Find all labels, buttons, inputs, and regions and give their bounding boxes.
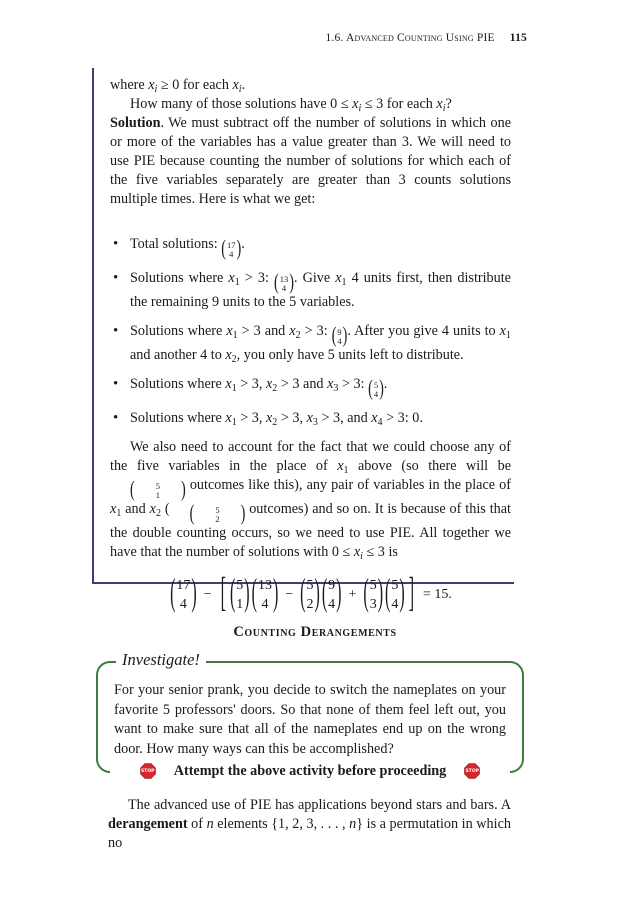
binomial: ( 5 1 )	[130, 477, 186, 503]
example-block	[92, 68, 514, 616]
binomial: ( 13 4 )	[273, 270, 294, 296]
investigate-title: Investigate!	[116, 650, 206, 670]
formula-binomial: ( 5 1 )	[229, 573, 250, 615]
formula-binomial: ( 17 4 )	[170, 573, 197, 615]
investigate-box	[96, 650, 524, 773]
bullet-x1-x2-x3: • Solutions where $x_1 > 3$, $x_2 > 3$ and $x_3 > 3$: ( 5 4 ) .	[110, 375, 511, 399]
question-line: How many of those solutions have $0 \le x_i \le 3$ for each $x_i$?	[130, 96, 452, 114]
binomial: ( 17 4 )	[221, 236, 242, 262]
constraint-line: where $x_i \ge 0$ for each $x_i$.	[110, 77, 246, 95]
bullet-x1-x2: • Solutions where $x_1 > 3$ and $x_2 > 3$: ( 9 4 ) . After you give 4 units to $x_1$ and another 4 to $x_2$, you only have 5 units left to distribute.	[110, 322, 511, 365]
bullet-total: • Total solutions: ( 17 4 ) .	[110, 235, 511, 259]
bullet-x1-x4: • Solutions where $x_1 > 3$, $x_2 > 3$, $x_3 > 3$, and $x_4 > 3$: 0.	[110, 409, 511, 428]
running-header	[325, 32, 527, 44]
binomial: ( 5 2 )	[189, 501, 246, 527]
derangement-term: derangement	[108, 816, 188, 832]
attempt-text: Attempt the above activity before proceeding	[173, 762, 447, 779]
derangement-paragraph: The advanced use of PIE has applications beyond stars and bars. A derangement of n elements {1, 2, 3, . . . , n} is a permutation in which no	[108, 797, 511, 851]
binomial: ( 5 4 )	[368, 376, 384, 402]
formula-binomial: ( 5 4 )	[385, 573, 405, 615]
formula-binomial: ( 9 4 )	[321, 573, 342, 615]
stop-sign-icon: STOP	[140, 763, 156, 779]
formula-binomial: ( 5 3 )	[363, 573, 384, 615]
solution-bullets	[110, 235, 511, 428]
formula-binomial: ( 13 4 )	[251, 573, 279, 615]
formula-binomial: ( 5 2 )	[300, 573, 320, 615]
section-title: Counting Derangements	[233, 624, 397, 640]
header-section: 1.6. Advanced Counting Using PIE	[325, 32, 495, 44]
attempt-bar	[110, 758, 510, 784]
pie-explanation: We also need to account for the fact that we could choose any of the five variables in the place of $x_1$ above (so there will be ( 5 1 ) outcomes like this), any pair of variables in the place of $x_1$ and $x_2$ ( ( 5 2 ) outcomes) and so on. It is because of this that the double counting occurs, so we need to use PIE. All together we have that the number of solutions with $0 \le x_i \le 3$ is	[110, 439, 512, 562]
stop-sign-icon: STOP	[464, 763, 480, 779]
formula-result: = 15.	[423, 587, 452, 602]
binomial: ( 9 4 )	[331, 323, 348, 349]
solution-label: Solution	[110, 115, 161, 131]
bullet-x1: • Solutions where $x_1 > 3$: ( 13 4 ) . Give $x_1$ 4 units first, then distribute the remaining 9 units to the 5 variables.	[110, 269, 511, 312]
pie-formula: ( 17 4 ) − [ ( 5 1 ) ( 13 4 ) − ( 5 2 ) ( 9 4 ) + ( 5 3 ) ( 5 4 ) ] = 15.	[170, 571, 452, 616]
investigate-body: For your senior prank, you decide to switch the nameplates on your favorite 5 professors' doors. So that none of them feel left out, you want to make sure that all of the nameplates end up on the wrong door. How many ways can this be accomplished?	[114, 682, 506, 757]
solution-paragraph: Solution. We must subtract off the number of solutions in which one or more of the variables has a value greater than 3. We will need to use PIE because counting the number of solutions for which each of the five variables separately are greater than 3 counts solutions multiple times. Here is what we get:	[110, 115, 511, 207]
page-number: 115	[509, 32, 527, 44]
